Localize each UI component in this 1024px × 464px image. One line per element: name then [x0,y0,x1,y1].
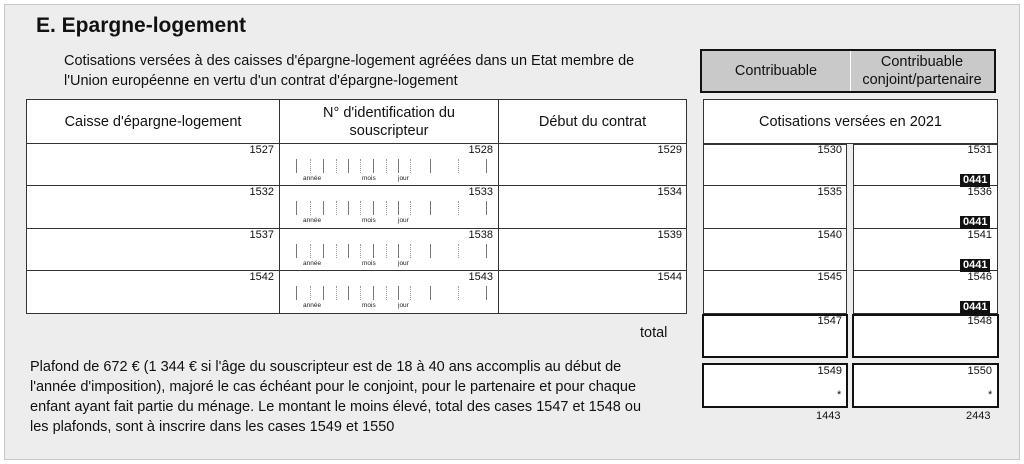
box-number: 1534 [657,186,682,198]
digit-tick [410,201,411,215]
digit-tick [410,244,411,258]
box-number: 1543 [468,271,493,283]
box-number: 1532 [249,186,274,198]
digit-tick [310,159,311,173]
box-number: 1538 [468,229,493,241]
digit-tick [336,201,337,215]
digit-tick [398,244,399,258]
header-id: N° d'identification du souscripteur [323,105,455,139]
date-label-year: année [303,217,322,224]
digit-tick [398,201,399,215]
row-divider [27,143,686,144]
digit-tick [348,201,349,215]
digit-tick [296,201,297,215]
box-number: 1531 [967,144,992,156]
box-number: 1548 [967,315,992,327]
digit-tick [486,286,487,300]
digit-tick [486,244,487,258]
footnote-line: enfant ayant fait partie du ménage. Le montant le moins élevé, total des cases 1547 et 1548 ou [30,399,642,415]
digit-tick [310,201,311,215]
digit-tick [323,244,324,258]
code-badge: 0441 [960,259,990,272]
footnote-line: l'année d'imposition), majoré le cas échéant pour le conjoint, pour le partenaire et pour chaque [30,379,637,395]
code-badge: 0441 [960,174,990,187]
date-label-year: année [303,302,322,309]
digit-tick [386,244,387,258]
taxpayer-header [700,49,996,93]
row-divider [27,228,686,229]
digit-tick [360,244,361,258]
row-divider [27,185,686,186]
digit-tick [486,159,487,173]
digit-tick [373,159,374,173]
header-contribuable: Contribuable [734,63,818,79]
digit-tick [430,286,431,300]
digit-tick [336,244,337,258]
code-below: 1443 [816,410,841,422]
digit-tick [348,244,349,258]
date-label-day: jour [398,260,409,267]
digit-tick [410,159,411,173]
header-conjoint: Contribuable conjoint/partenaire [862,54,982,88]
code-badge: 0441 [960,301,990,314]
digit-tick [296,244,297,258]
intro-line-1: Cotisations versées à des caisses d'épargne-logement agréées dans un Etat membre de [64,53,635,69]
date-label-day: jour [398,302,409,309]
box-number: 1540 [817,229,842,241]
footnote-line: Plafond de 672 € (1 344 € si l'âge du souscripteur est de 18 à 40 ans accomplis au début de [30,359,622,375]
box-number: 1542 [249,271,274,283]
digit-tick [410,286,411,300]
digit-tick [458,244,459,258]
code-badge: 0441 [960,216,990,229]
box-number: 1550 [967,365,992,377]
date-label-month: mois [362,217,376,224]
header-debut: Début du contrat [538,114,647,130]
box-number: 1527 [249,144,274,156]
box-number: 1547 [817,315,842,327]
date-label-month: mois [362,260,376,267]
row-divider [27,270,686,271]
header-cotisations: Cotisations versées en 2021 [759,113,942,130]
digit-tick [373,286,374,300]
digit-tick [360,201,361,215]
box-number: 1535 [817,186,842,198]
box-number: 1533 [468,186,493,198]
digit-tick [398,286,399,300]
col-divider [498,100,499,313]
box-number: 1544 [657,271,682,283]
date-label-day: jour [398,217,409,224]
digit-tick [458,286,459,300]
box-number: 1545 [817,271,842,283]
date-label-year: année [303,175,322,182]
digit-tick [348,159,349,173]
total-label: total [640,325,668,341]
digit-tick [386,201,387,215]
box-number: 1546 [967,271,992,283]
digit-tick [458,159,459,173]
star-marker: * [988,389,993,401]
digit-tick [360,286,361,300]
digit-tick [323,286,324,300]
digit-tick [323,201,324,215]
section-intro [64,51,634,91]
digit-tick [373,244,374,258]
digit-tick [296,286,297,300]
digit-tick [360,159,361,173]
digit-tick [398,159,399,173]
digit-tick [430,244,431,258]
digit-tick [458,201,459,215]
col-divider [279,100,280,313]
box-number: 1530 [817,144,842,156]
box-number: 1537 [249,229,274,241]
digit-tick [310,286,311,300]
intro-line-2: l'Union européenne en vertu d'un contrat d'épargne-logement [64,73,458,89]
digit-tick [296,159,297,173]
box-number: 1539 [657,229,682,241]
box-number: 1536 [967,186,992,198]
digit-tick [430,201,431,215]
date-label-month: mois [362,175,376,182]
box-number: 1549 [817,365,842,377]
digit-tick [323,159,324,173]
code-below: 2443 [966,410,991,422]
star-marker: * [837,389,842,401]
box-number: 1541 [967,229,992,241]
footnote [30,357,690,437]
digit-tick [348,286,349,300]
date-label-day: jour [398,175,409,182]
date-label-year: année [303,260,322,267]
date-label-month: mois [362,302,376,309]
digit-tick [373,201,374,215]
digit-tick [386,159,387,173]
digit-tick [310,244,311,258]
digit-tick [486,201,487,215]
section-title: E. Epargne-logement [36,14,247,37]
digit-tick [336,159,337,173]
box-number: 1529 [657,144,682,156]
digit-tick [336,286,337,300]
footnote-line: les plafonds, sont à inscrire dans les cases 1549 et 1550 [30,419,395,435]
header-caisse: Caisse d'épargne-logement [64,114,242,130]
box-number: 1528 [468,144,493,156]
digit-tick [386,286,387,300]
digit-tick [430,159,431,173]
